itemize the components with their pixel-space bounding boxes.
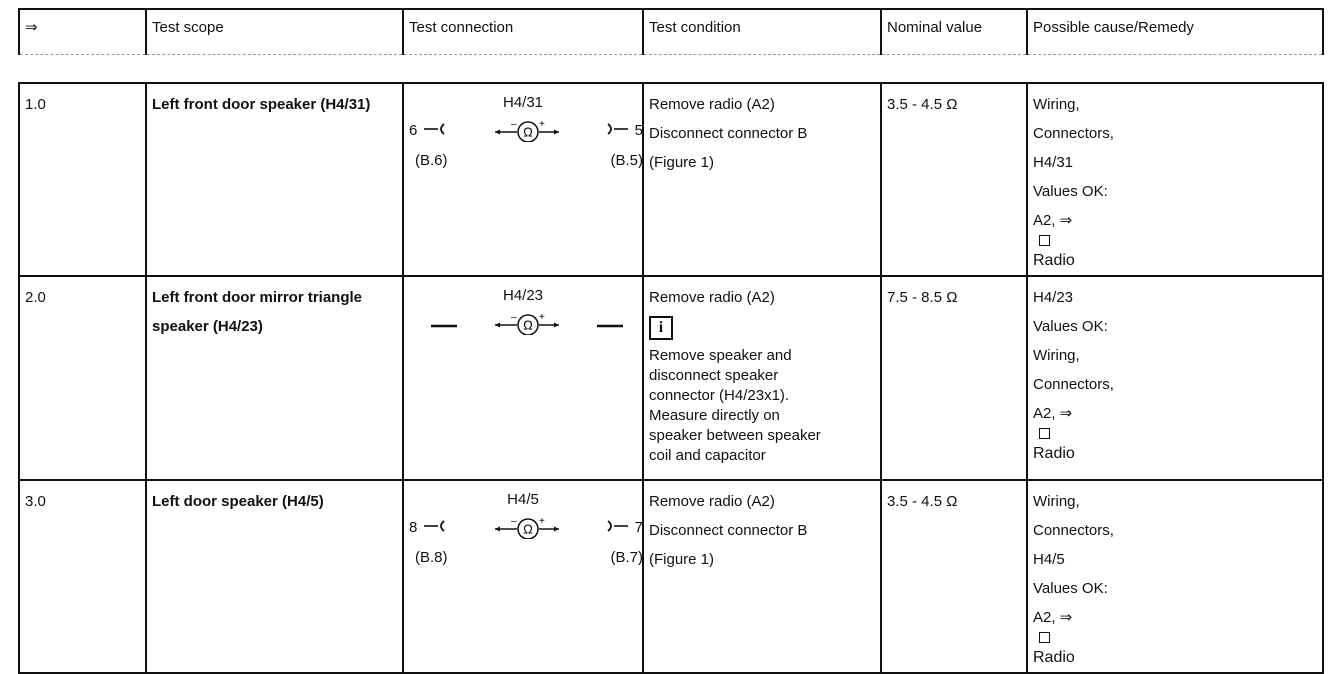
header-table [18, 8, 1324, 55]
condition-note-line: disconnect speaker [649, 367, 779, 384]
info-icon[interactable]: i [649, 316, 673, 340]
condition-line: Remove radio (A2) [649, 289, 775, 306]
remedy-line: Wiring, [1033, 493, 1080, 510]
remedy-line: H4/5 [1033, 551, 1065, 568]
connection-diagram [409, 90, 643, 275]
condition-line: Remove radio (A2) [649, 96, 775, 113]
pin-right: 7 [634, 519, 643, 536]
remedy-line: Values OK: [1033, 318, 1108, 335]
remedy-line: Connectors, [1033, 376, 1114, 393]
header-test-condition: Test condition [643, 9, 881, 55]
remedy-line: Values OK: [1033, 580, 1108, 597]
remedy-radio-link[interactable] [1033, 603, 1317, 672]
possible-cause [1027, 83, 1323, 276]
test-condition [643, 276, 881, 480]
test-connection [403, 83, 643, 276]
pin-right-label: (B.5) [610, 152, 643, 169]
pin-left-label: (B.8) [415, 549, 448, 566]
svg-text:Ω: Ω [523, 521, 533, 537]
svg-text:Ω: Ω [523, 317, 533, 333]
test-scope: Left front door mirror triangle speaker (H4/23) [146, 276, 403, 480]
pin-left: 8 [409, 519, 418, 536]
connection-diagram [409, 283, 637, 479]
table-row [19, 276, 1323, 480]
table-row [19, 83, 1323, 276]
svg-text:–: – [511, 120, 517, 130]
remedy-radio-link[interactable] [1033, 206, 1317, 275]
remedy-radio-text[interactable]: Radio [1033, 649, 1075, 666]
socket-left-icon [422, 122, 446, 136]
remedy-line: Connectors, [1033, 522, 1114, 539]
condition-line: Remove radio (A2) [649, 493, 775, 510]
svg-text:+: + [539, 313, 545, 323]
remedy-line: Wiring, [1033, 96, 1080, 113]
test-scope: Left door speaker (H4/5) [146, 480, 403, 673]
wire-end-left-icon [431, 323, 457, 329]
row-number: 1.0 [19, 83, 146, 276]
pin-left-label: (B.6) [415, 152, 448, 169]
nominal-value: 3.5 - 4.5 Ω [881, 480, 1027, 673]
header-test-scope: Test scope [146, 9, 403, 55]
header-arrow: ⇒ [19, 9, 146, 55]
remedy-radio-link[interactable] [1033, 399, 1317, 468]
possible-cause [1027, 276, 1323, 480]
nominal-value: 7.5 - 8.5 Ω [881, 276, 1027, 480]
remedy-radio-text[interactable]: Radio [1033, 252, 1075, 269]
condition-line: (Figure 1) [649, 551, 715, 568]
ohmmeter-icon [493, 517, 563, 539]
ohmmeter-icon [493, 313, 563, 335]
connector-name: H4/23 [502, 287, 544, 304]
socket-left-icon [422, 519, 446, 533]
remedy-prefix: A2, ⇒ [1033, 212, 1073, 229]
condition-note-line: connector (H4/23x1). [649, 387, 790, 404]
condition-line: (Figure 1) [649, 154, 715, 171]
remedy-line: Wiring, [1033, 347, 1080, 364]
svg-text:–: – [511, 313, 517, 323]
svg-text:–: – [511, 517, 517, 527]
condition-line: Disconnect connector B [649, 522, 808, 539]
test-connection [403, 480, 643, 673]
condition-note-line: coil and capacitor [649, 447, 766, 464]
socket-right-icon [606, 519, 630, 533]
svg-text:Ω: Ω [523, 124, 533, 140]
nominal-value: 3.5 - 4.5 Ω [881, 83, 1027, 276]
header-possible-cause: Possible cause/Remedy [1027, 9, 1323, 55]
condition-line: Disconnect connector B [649, 125, 808, 142]
remedy-radio-text[interactable]: Radio [1033, 445, 1075, 462]
connector-name: H4/5 [507, 491, 539, 508]
svg-text:+: + [539, 120, 545, 130]
pin-right: 5 [634, 122, 643, 139]
connector-name: H4/31 [502, 94, 544, 111]
pin-left: 6 [409, 122, 418, 139]
svg-text:+: + [539, 517, 545, 527]
remedy-prefix: A2, ⇒ [1033, 609, 1073, 626]
remedy-prefix: A2, ⇒ [1033, 405, 1073, 422]
row-number: 2.0 [19, 276, 146, 480]
row-number: 3.0 [19, 480, 146, 673]
test-connection [403, 276, 643, 480]
document-link-icon [1039, 428, 1050, 439]
header-test-connection: Test connection [403, 9, 643, 55]
header-nominal-value: Nominal value [881, 9, 1027, 55]
possible-cause [1027, 480, 1323, 673]
test-scope: Left front door speaker (H4/31) [146, 83, 403, 276]
wire-end-right-icon [597, 323, 623, 329]
ohmmeter-icon [493, 120, 563, 142]
test-condition [643, 480, 881, 673]
test-table [18, 82, 1324, 674]
document-link-icon [1039, 235, 1050, 246]
header-row [19, 9, 1323, 55]
connection-diagram [409, 487, 643, 672]
condition-note-line: speaker between speaker [649, 427, 821, 444]
condition-note-line: Remove speaker and [649, 347, 792, 364]
remedy-line: H4/23 [1033, 289, 1074, 306]
document-link-icon [1039, 632, 1050, 643]
socket-right-icon [606, 122, 630, 136]
pin-right-label: (B.7) [610, 549, 643, 566]
remedy-line: H4/31 [1033, 154, 1074, 171]
table-row [19, 480, 1323, 673]
remedy-line: Connectors, [1033, 125, 1114, 142]
condition-note-line: Measure directly on [649, 407, 780, 424]
remedy-line: Values OK: [1033, 183, 1108, 200]
test-condition [643, 83, 881, 276]
